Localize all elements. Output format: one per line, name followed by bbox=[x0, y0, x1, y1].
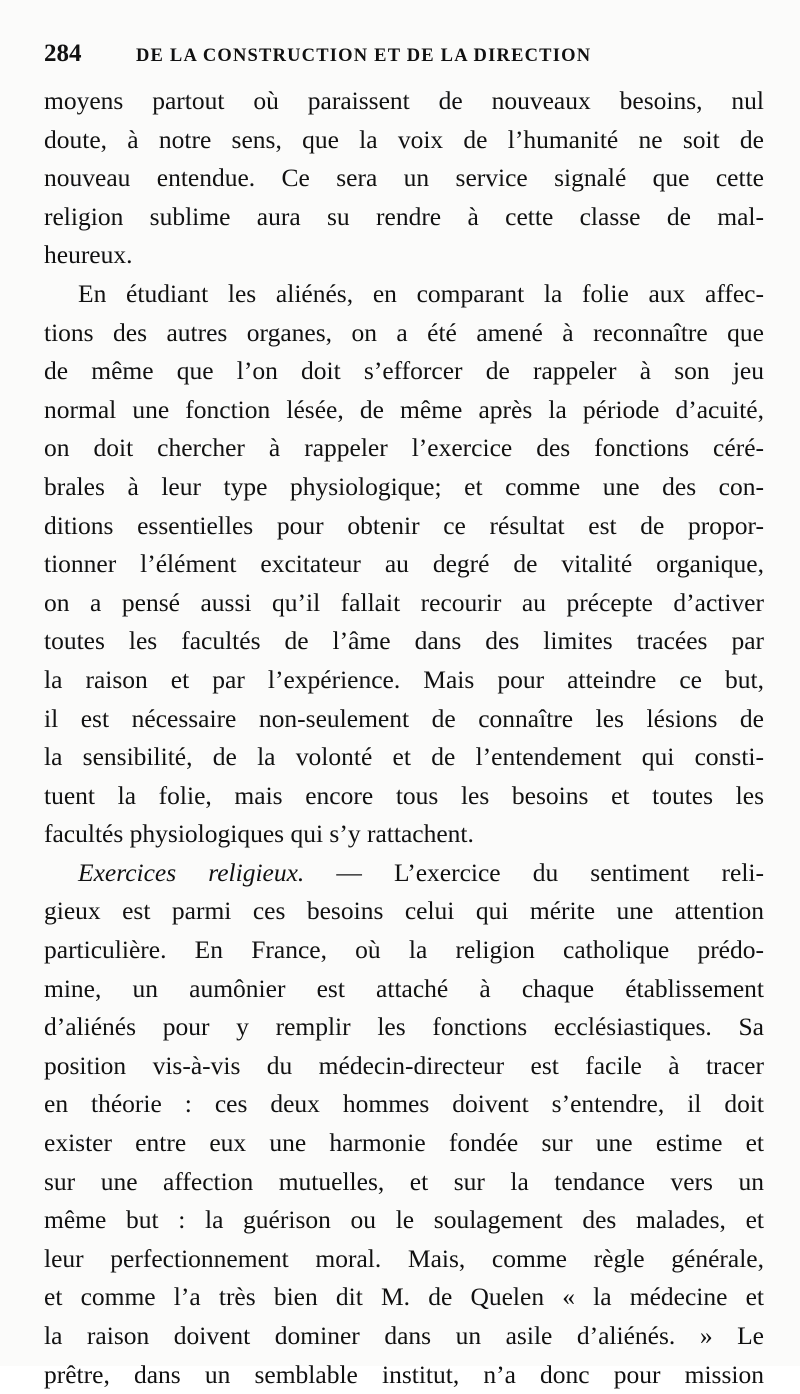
text-line bbox=[44, 391, 764, 430]
text-line bbox=[44, 1085, 764, 1124]
line-text: tuent la folie, mais encore tous les besoins et toutes les bbox=[44, 780, 764, 810]
line-text: nouveau entendue. Ce sera un service signalé que cette bbox=[44, 163, 764, 193]
text-line bbox=[44, 352, 764, 391]
text-line bbox=[44, 700, 764, 739]
line-text: il est nécessaire non-seulement de connaître les lésions de bbox=[44, 703, 764, 733]
line-text: heureux. bbox=[44, 240, 133, 270]
text-line bbox=[44, 159, 764, 198]
text-line bbox=[44, 738, 764, 777]
line-text: de même que l’on doit s’efforcer de rappeler à son jeu bbox=[44, 356, 764, 386]
text-line bbox=[44, 314, 764, 353]
line-text: normal une fonction lésée, de même après la période d’acuité, bbox=[44, 394, 764, 424]
line-text: tions des autres organes, on a été amené à reconnaître que bbox=[44, 317, 764, 347]
text-line bbox=[44, 1317, 764, 1356]
text-line bbox=[44, 854, 764, 893]
line-text: brales à leur type physiologique; et comme une des con- bbox=[44, 471, 764, 501]
line-text: position vis-à-vis du médecin-directeur est facile à tracer bbox=[44, 1050, 764, 1080]
text-line bbox=[44, 1240, 764, 1279]
line-text: religion sublime aura su rendre à cette classe de mal- bbox=[44, 201, 764, 231]
body-text bbox=[44, 82, 764, 1394]
line-text: prêtre, dans un semblable institut, n’a donc pour mission bbox=[44, 1359, 764, 1389]
line-text: et comme l’a très bien dit M. de Quelen « la médecine et bbox=[44, 1282, 764, 1312]
line-text: la raison et par l’expérience. Mais pour atteindre ce but, bbox=[44, 664, 764, 694]
text-line bbox=[44, 584, 764, 623]
line-text: gieux est parmi ces besoins celui qui mérite une attention bbox=[44, 896, 764, 926]
line-text: en théorie : ces deux hommes doivent s’entendre, il doit bbox=[44, 1089, 764, 1119]
running-title: DE LA CONSTRUCTION ET DE LA DIRECTION bbox=[136, 46, 592, 66]
line-text: doute, à notre sens, que la voix de l’humanité ne soit de bbox=[44, 124, 764, 154]
text-line bbox=[44, 507, 764, 546]
text-line bbox=[44, 1163, 764, 1202]
line-text: d’aliénés pour y remplir les fonctions ecclésiastiques. Sa bbox=[44, 1012, 764, 1042]
line-text: toutes les facultés de l’âme dans des limites tracées par bbox=[44, 626, 764, 656]
text-line bbox=[44, 236, 764, 275]
line-text: même but : la guérison ou le soulagement des malades, et bbox=[44, 1205, 764, 1235]
line-text: la raison doivent dominer dans un asile d’aliénés. » Le bbox=[44, 1321, 764, 1350]
text-line bbox=[44, 892, 764, 931]
text-line bbox=[44, 82, 764, 121]
text-line bbox=[44, 815, 764, 854]
text-line bbox=[44, 931, 764, 970]
section-heading-italic: Exercices religieux. bbox=[78, 857, 305, 887]
text-line bbox=[44, 1356, 764, 1394]
text-line bbox=[44, 429, 764, 468]
text-line bbox=[44, 545, 764, 584]
text-line bbox=[44, 468, 764, 507]
text-line bbox=[44, 1278, 764, 1317]
line-text: ditions essentielles pour obtenir ce résultat est de propor- bbox=[44, 510, 764, 540]
page-header bbox=[44, 40, 764, 76]
line-text: leur perfectionnement moral. Mais, comme règle générale, bbox=[44, 1243, 764, 1273]
line-text: moyens partout où paraissent de nouveaux besoins, nul bbox=[44, 86, 764, 115]
text-line bbox=[44, 1124, 764, 1163]
text-line bbox=[44, 1201, 764, 1240]
page-number: 284 bbox=[44, 40, 82, 67]
line-text: on a pensé aussi qu’il fallait recourir au précepte d’activer bbox=[44, 587, 764, 617]
line-text: on doit chercher à rappeler l’exercice des fonctions céré- bbox=[44, 433, 764, 463]
text-line bbox=[44, 1008, 764, 1047]
line-text: particulière. En France, où la religion catholique prédo- bbox=[44, 935, 764, 965]
line-text: la sensibilité, de la volonté et de l’entendement qui consti- bbox=[44, 742, 764, 772]
text-line bbox=[44, 622, 764, 661]
text-line bbox=[44, 777, 764, 816]
line-text: tionner l’élément excitateur au degré de vitalité organique, bbox=[44, 549, 764, 579]
text-line bbox=[44, 198, 764, 237]
text-line bbox=[44, 121, 764, 160]
line-text: En étudiant les aliénés, en comparant la folie aux affec- bbox=[78, 278, 764, 308]
text-line bbox=[44, 275, 764, 314]
text-line bbox=[44, 1047, 764, 1086]
line-text: mine, un aumônier est attaché à chaque établissement bbox=[44, 973, 764, 1003]
line-text: sur une affection mutuelles, et sur la tendance vers un bbox=[44, 1166, 764, 1196]
text-line bbox=[44, 970, 764, 1009]
line-text: exister entre eux une harmonie fondée sur une estime et bbox=[44, 1128, 764, 1158]
line-text: — L’exercice du sentiment reli- bbox=[304, 857, 764, 887]
line-text: facultés physiologiques qui s’y rattachent. bbox=[44, 819, 474, 849]
text-line bbox=[44, 661, 764, 700]
